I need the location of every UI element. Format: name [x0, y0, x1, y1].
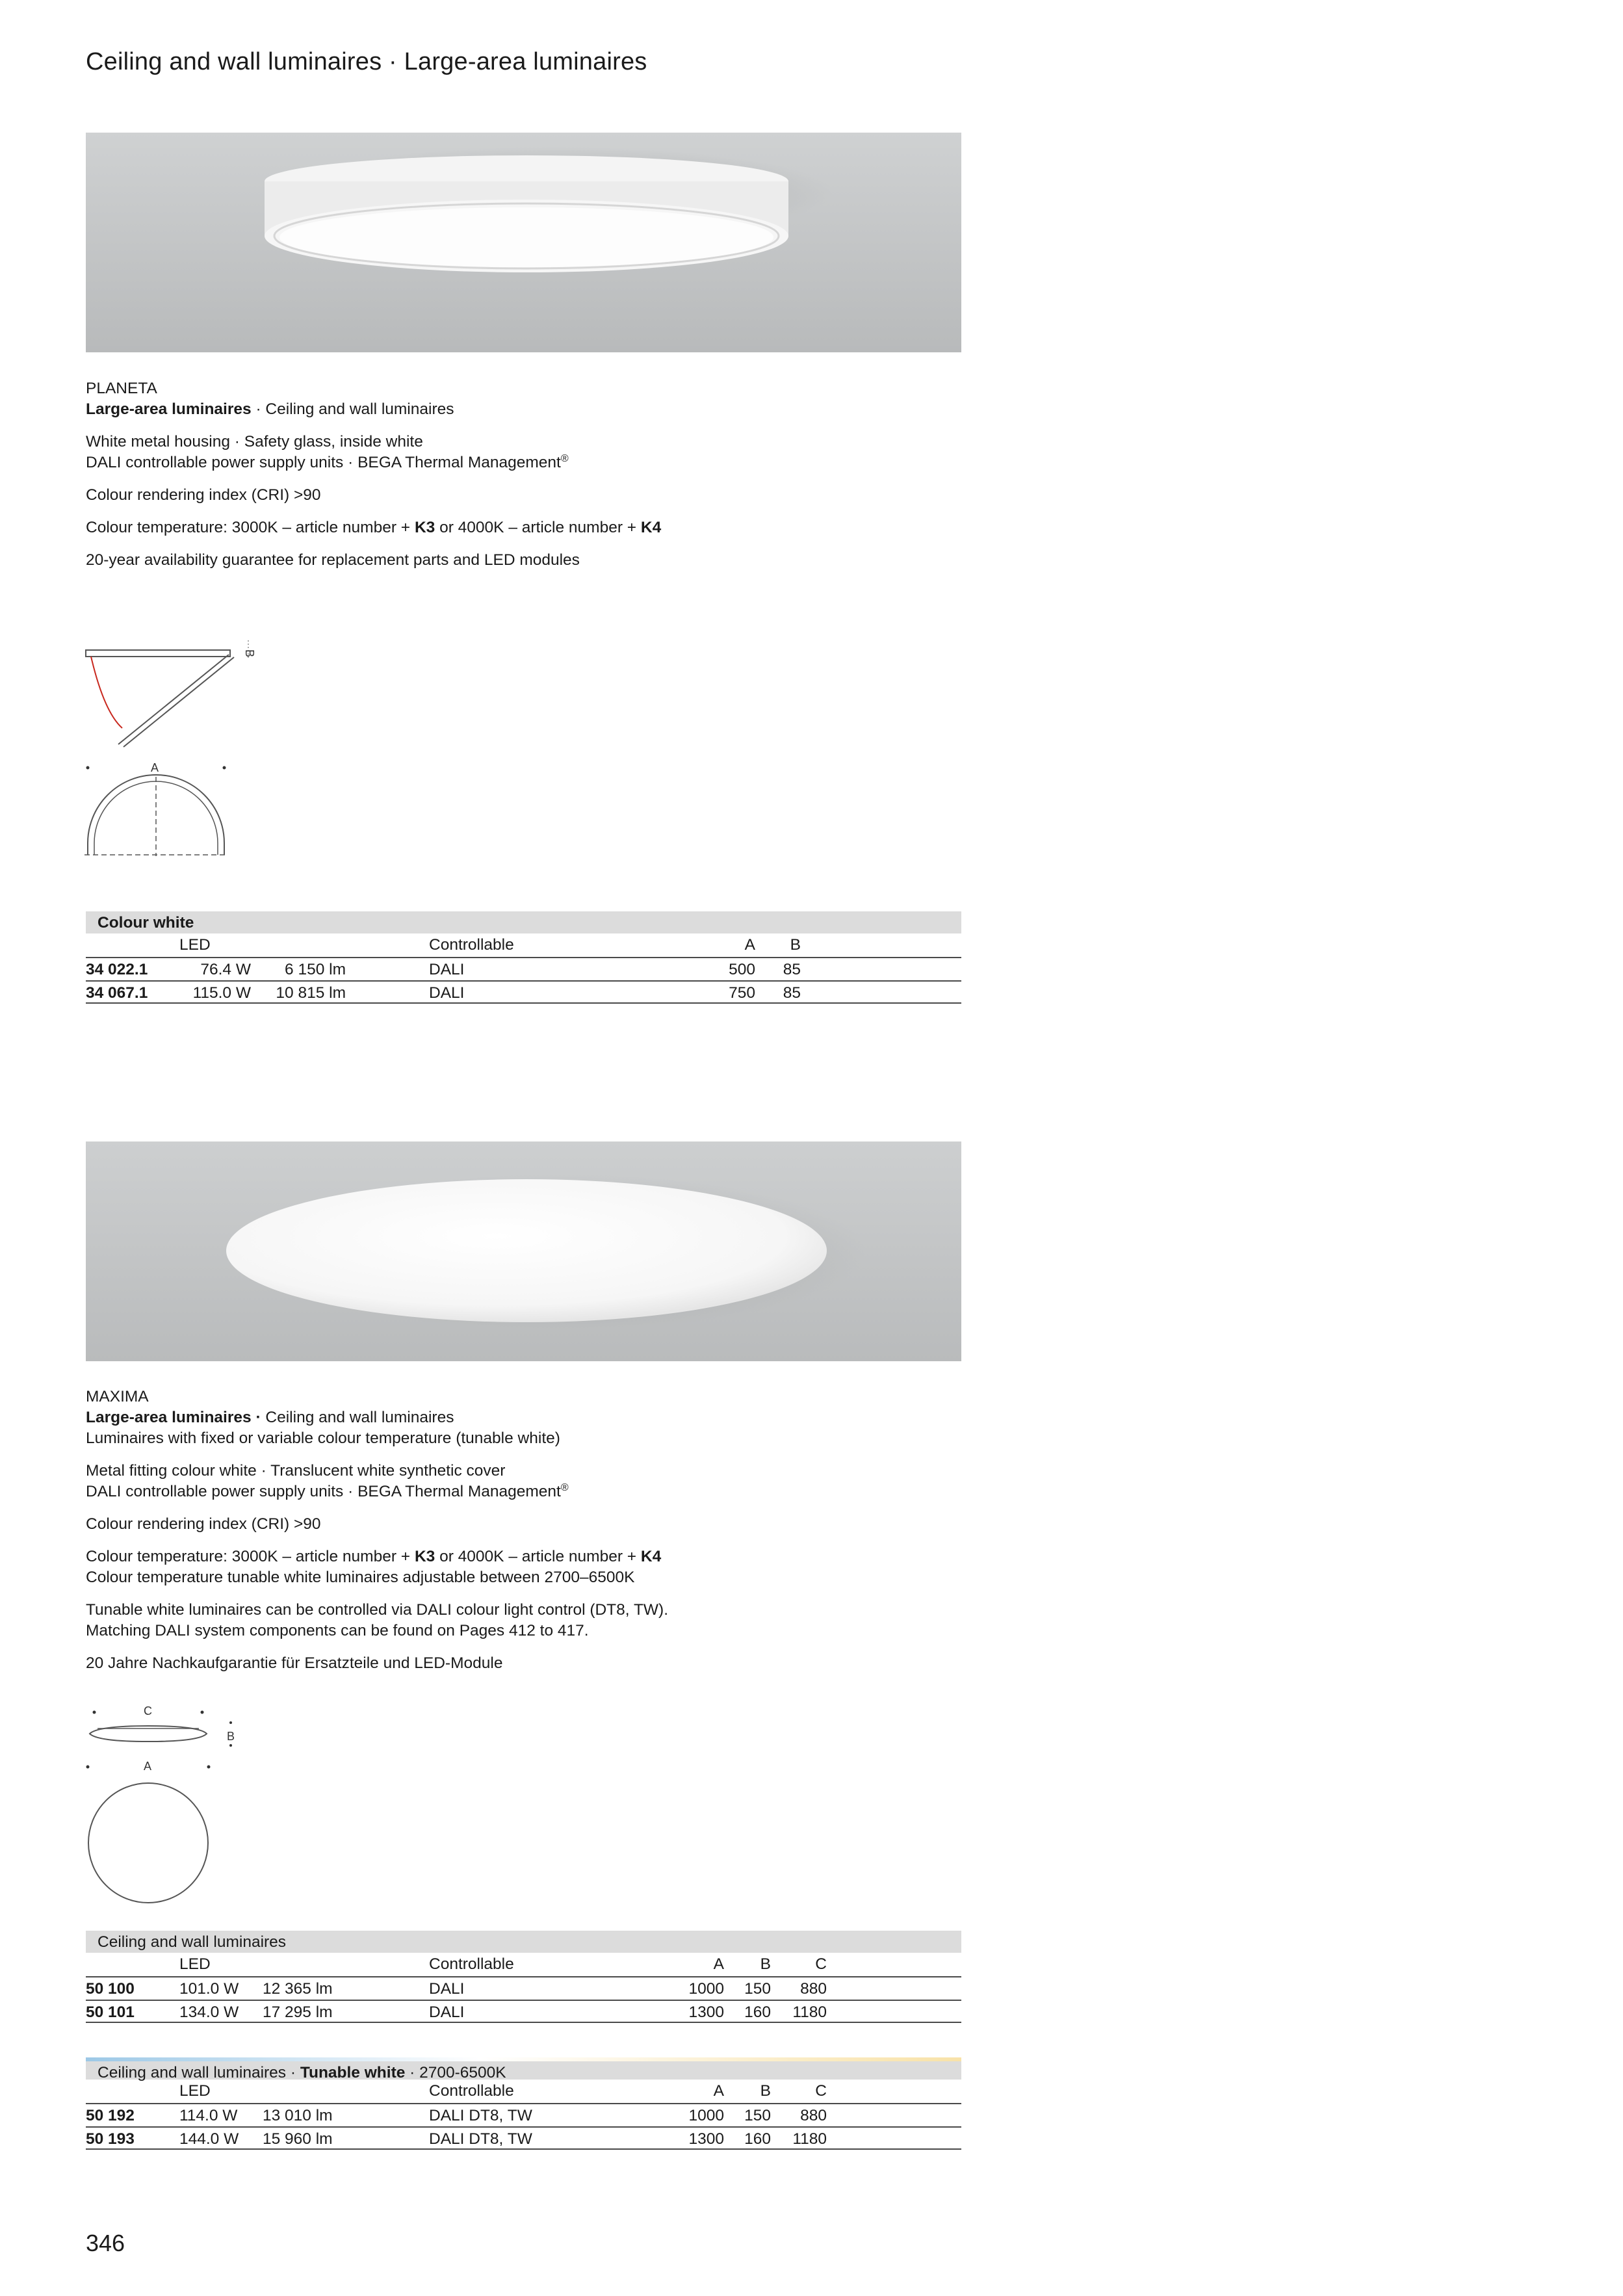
page-number: 346 — [86, 2230, 125, 2256]
maxima-dali-info: Tunable white luminaires can be controlled via DALI colour light control (DT8, TW). Matching DALI system components can be found on Pages 412 to 417. — [86, 1601, 668, 1639]
table-row: 50 101 134.0 W 17 295 lm DALI 1300 160 1180 — [86, 2000, 961, 2023]
table-row: 34 067.1 115.0 W 10 815 lm DALI 750 85 — [86, 980, 961, 1004]
registered-mark: ® — [560, 452, 569, 464]
table-row: 34 022.1 76.4 W 6 150 lm DALI 500 85 — [86, 957, 961, 980]
maxima-dimension-drawing — [78, 1700, 286, 1908]
maxima-category: Large-area luminaires · Ceiling and wall luminaires — [86, 1409, 454, 1426]
planeta-colour-temperature: Colour temperature: 3000K – article number + K3 or 4000K – article number + K4 — [86, 519, 662, 536]
dimension-label-c: C — [144, 1704, 152, 1717]
registered-mark: ® — [560, 1481, 569, 1493]
planeta-product-photo — [86, 133, 961, 352]
maxima-description — [86, 1387, 961, 1686]
maxima-tunable-line: Luminaires with fixed or variable colour temperature (tunable white) — [86, 1429, 560, 1447]
page-title: Ceiling and wall luminaires · Large-area luminaires — [86, 48, 647, 75]
dimension-label-a: A — [151, 761, 159, 774]
dimension-label-b: B — [243, 649, 256, 658]
maxima-product-photo — [86, 1141, 961, 1361]
maxima-guarantee: 20 Jahre Nachkaufgarantie für Ersatzteile und LED-Module — [86, 1654, 503, 1672]
table-row: 50 100 101.0 W 12 365 lm DALI 1000 150 880 — [86, 1976, 961, 2000]
table-header: LED Controllable A B C — [179, 2082, 827, 2100]
planeta-name: PLANETA — [86, 380, 157, 397]
planeta-cri: Colour rendering index (CRI) >90 — [86, 486, 321, 504]
dimension-label-a: A — [144, 1760, 152, 1773]
table-row: 50 192 114.0 W 13 010 lm DALI DT8, TW 1000 150 880 — [86, 2103, 961, 2126]
planeta-category: Large-area luminaires · Ceiling and wall luminaires — [86, 400, 454, 418]
table-row: 50 193 144.0 W 15 960 lm DALI DT8, TW 1300 160 1180 — [86, 2126, 961, 2150]
planeta-article-table — [86, 911, 961, 1004]
dimension-label-b: B — [227, 1730, 235, 1743]
table-header: LED Controllable A B C — [179, 1955, 827, 1973]
planeta-housing: White metal housing · Safety glass, inside white DALI controllable power supply units · BEGA Thermal Management® — [86, 433, 569, 471]
maxima-cri: Colour rendering index (CRI) >90 — [86, 1515, 321, 1533]
table-band: Ceiling and wall luminaires — [86, 1931, 961, 1953]
table-band: Colour white — [86, 911, 961, 933]
maxima-name: MAXIMA — [86, 1388, 149, 1405]
planeta-dimension-drawing — [78, 640, 286, 874]
maxima-article-table — [86, 1931, 961, 2023]
maxima-colour-temperature: Colour temperature: 3000K – article number + K3 or 4000K – article number + K4 Colour temperature tunable white luminaires adjustable between 2700–6500K — [86, 1548, 662, 1586]
maxima-tunable-white-table — [86, 2057, 961, 2150]
planeta-guarantee: 20-year availability guarantee for replacement parts and LED modules — [86, 551, 580, 569]
maxima-fitting: Metal fitting colour white · Translucent white synthetic cover DALI controllable power supply units · BEGA Thermal Management® — [86, 1462, 569, 1500]
planeta-description — [86, 378, 961, 582]
table-band-tunable-white: Ceiling and wall luminaires · Tunable white · 2700-6500K — [86, 2057, 961, 2080]
table-header: LED Controllable A B — [179, 936, 801, 954]
